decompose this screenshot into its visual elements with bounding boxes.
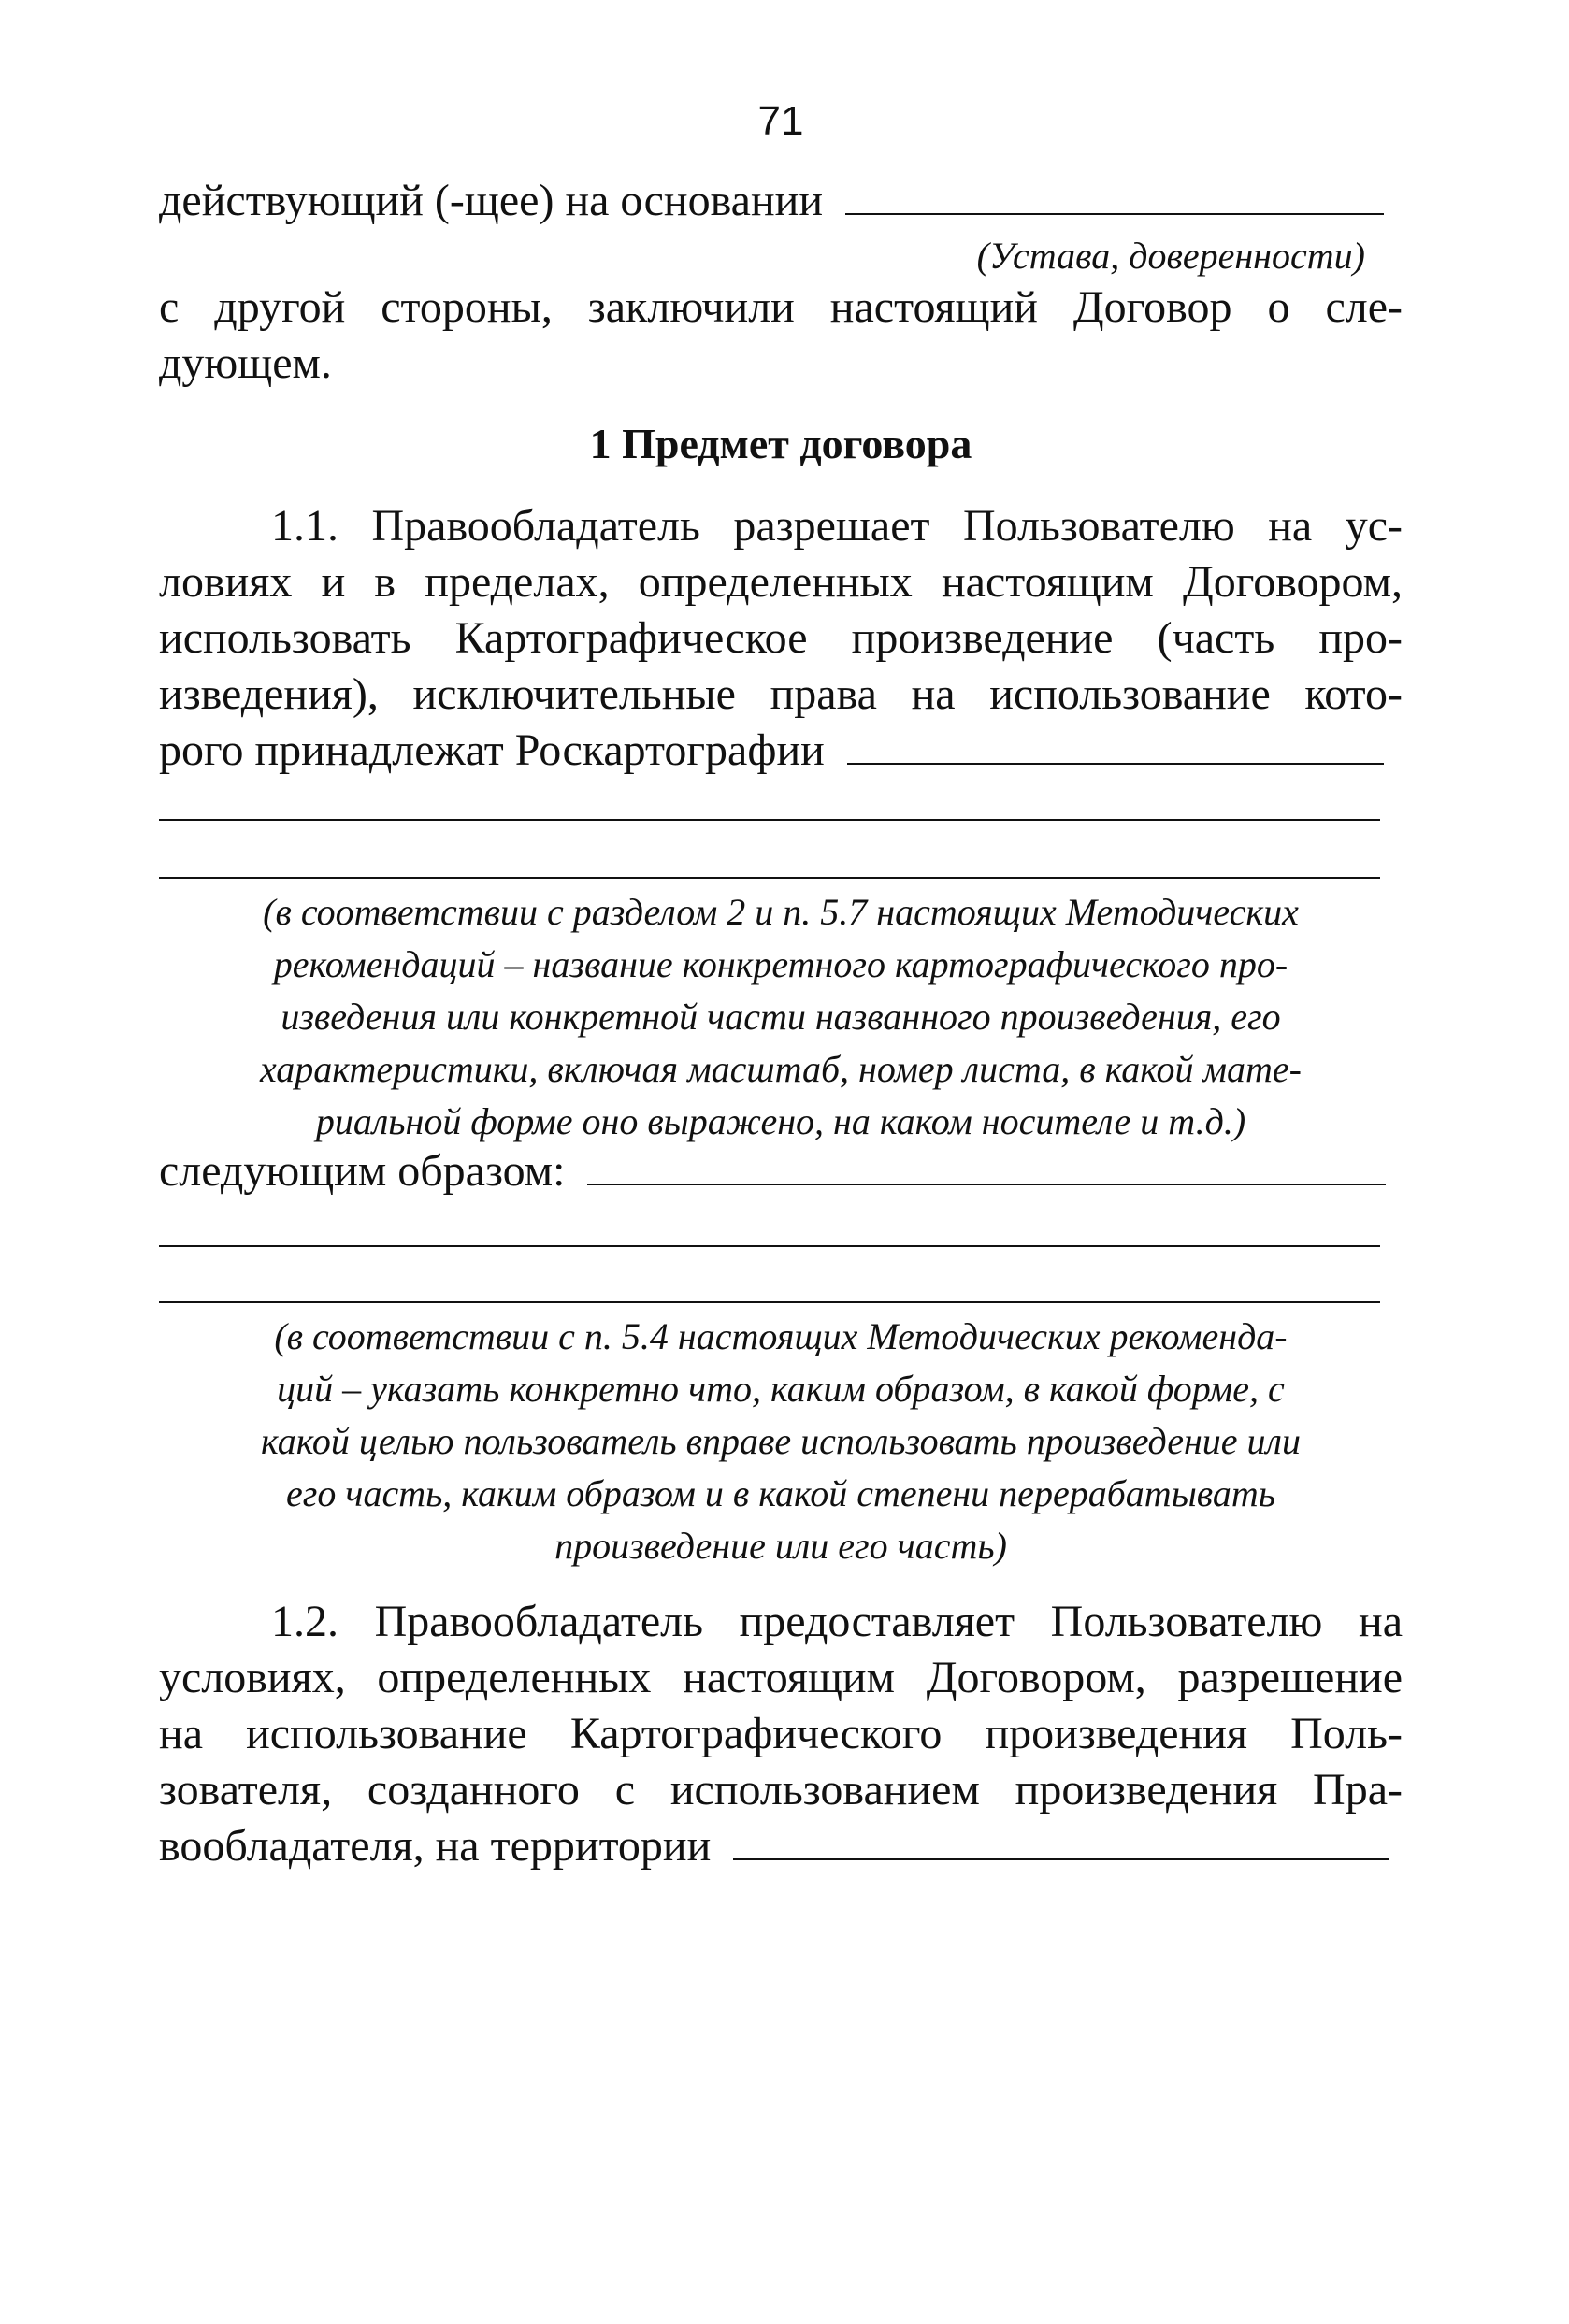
usage-blank-3 <box>159 1301 1380 1303</box>
work-blank-1 <box>847 725 1384 765</box>
intro-line-2: дующем. <box>159 338 332 388</box>
clause-1-2-line-4: зователя, созданного с использованием произведения Пра- <box>159 1765 1403 1815</box>
work-hint-line-1: (в соответствии с разделом 2 и п. 5.7 настоящих Методических <box>263 891 1299 933</box>
clause-1-2-line-3: на использование Картографического произведения Поль- <box>159 1709 1403 1758</box>
clause-1-2-line-1: 1.2. Правообладатель предоставляет Пользователю на <box>271 1597 1403 1646</box>
basis-text: действующий (-щее) на основании <box>159 176 824 225</box>
usage-line <box>159 1144 1386 1198</box>
work-hint-line-2: рекомендаций – название конкретного картографического про- <box>273 943 1288 985</box>
clause-1-2-line-2: условиях, определенных настоящим Договором, разрешение <box>159 1653 1403 1702</box>
clause-1-1-line-3: использовать Картографическое произведение (часть про- <box>159 613 1403 663</box>
basis-line <box>159 174 1384 228</box>
clause-1-1-text-5: рого принадлежат Роскартографии <box>159 725 825 775</box>
clause-1-2-line-5 <box>159 1819 1389 1873</box>
work-hint-line-5: риальной форме оно выражено, на каком носителе и т.д.) <box>315 1100 1246 1142</box>
usage-hint-line-5: произведение или его часть) <box>554 1525 1007 1567</box>
basis-blank <box>845 176 1384 215</box>
work-blank-2 <box>159 819 1380 821</box>
usage-text: следующим образом: <box>159 1146 566 1196</box>
usage-hint-line-3: какой целью пользователь вправе использовать произведение или <box>261 1420 1301 1462</box>
clause-1-1-line-5 <box>159 724 1384 778</box>
clause-1-1-line-4: изведения), исключительные права на использование кото- <box>159 669 1403 719</box>
clause-1-2-text-5: вообладателя, на территории <box>159 1821 712 1871</box>
work-hint-line-4: характеристики, включая масштаб, номер листа, в какой мате- <box>260 1048 1302 1090</box>
usage-hint-line-2: ций – указать конкретно что, каким образом, в какой форме, с <box>277 1368 1285 1410</box>
work-hint-line-3: изведения или конкретной части названного произведения, его <box>281 996 1281 1038</box>
usage-hint-line-1: (в соответствии с п. 5.4 настоящих Методических рекоменда- <box>274 1315 1288 1357</box>
territory-blank <box>733 1821 1389 1860</box>
page-number: 71 <box>757 98 804 144</box>
intro-line-1: с другой стороны, заключили настоящий Договор о сле- <box>159 282 1403 332</box>
clause-1-1-line-2: ловиях и в пределах, определенных настоящим Договором, <box>159 557 1403 607</box>
work-blank-3 <box>159 877 1380 879</box>
usage-blank-1 <box>587 1146 1386 1185</box>
clause-1-1-line-1: 1.1. Правообладатель разрешает Пользователю на ус- <box>271 501 1403 551</box>
basis-hint: (Устава, доверенности) <box>976 235 1365 277</box>
usage-hint-line-4: его часть, каким образом и в какой степени перерабатывать <box>286 1472 1275 1514</box>
section-heading: 1 Предмет договора <box>589 420 972 467</box>
usage-blank-2 <box>159 1245 1380 1247</box>
